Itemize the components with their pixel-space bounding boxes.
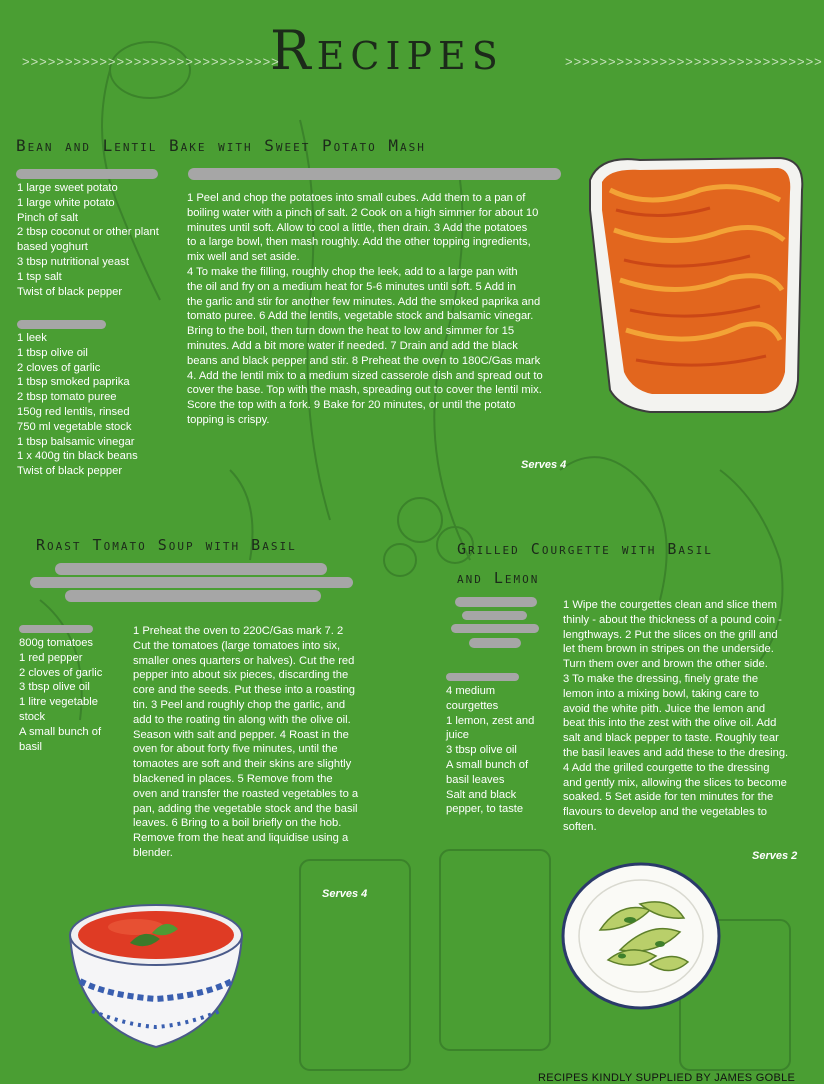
method-line: smaller ones quarters or halves). Cut the red xyxy=(133,654,355,667)
soup-method xyxy=(133,624,373,861)
ingredient-item: 1 leek xyxy=(17,332,47,344)
ingredient-item: 1 large sweet potato xyxy=(17,182,118,194)
ingredient-item: Twist of black pepper xyxy=(17,465,123,478)
ingredient-item: 1 tbsp smoked paprika xyxy=(17,376,130,389)
ingredient-item: 1 tbsp balsamic vinegar xyxy=(17,435,135,448)
soup-ingredients xyxy=(19,636,129,754)
ingredient-item: 2 tbsp coconut or other plant xyxy=(17,226,159,239)
method-line: beat this into the zest with the olive oil. Add xyxy=(563,717,777,730)
ingredient-item: 2 cloves of garlic xyxy=(17,361,101,374)
page-title: Recipes xyxy=(270,19,504,82)
redacted-heading-bar xyxy=(451,624,539,633)
ingredient-item: 1 litre vegetable xyxy=(19,696,98,709)
method-line: blender. xyxy=(133,846,173,859)
ingredient-item: 800g tomatoes xyxy=(19,637,94,649)
redacted-heading-bar xyxy=(462,611,527,620)
method-line: the basil leaves and add these to the dresing. xyxy=(563,746,789,759)
ingredient-item: 1 red pepper xyxy=(19,651,83,664)
method-line: Remove from the heat and liquidise using a xyxy=(133,832,349,845)
method-line: cover the base. Top with the mash, spreading out to cover the lentil mix. xyxy=(187,384,542,397)
method-line: blackened in places. 5 Remove from the xyxy=(133,772,333,785)
redacted-heading-bar xyxy=(30,577,353,588)
redacted-heading-bar xyxy=(188,168,561,180)
ingredient-item: 3 tbsp olive oil xyxy=(19,681,90,694)
redacted-heading-bar xyxy=(55,563,327,575)
method-line: thinly - about the thickness of a pound coin - xyxy=(563,613,782,626)
ingredient-item: 4 medium xyxy=(446,685,496,697)
ingredient-item: juice xyxy=(446,729,470,742)
courgette-method xyxy=(563,598,803,835)
method-line: pan, adding the vegetable stock and the basil xyxy=(133,802,358,815)
method-line: flavours to develop and the vegetables to xyxy=(563,806,768,819)
ingredient-item: A small bunch of xyxy=(446,758,529,771)
ingredient-item: 1 x 400g tin black beans xyxy=(17,450,138,463)
courgette-serves: Serves 2 xyxy=(752,850,798,862)
method-line: 1 Wipe the courgettes clean and slice them xyxy=(563,599,777,611)
bake-recipe-title: Bean and Lentil Bake with Sweet Potato Mash xyxy=(16,136,426,155)
credit-line: RECIPES KINDLY SUPPLIED BY JAMES GOBLE xyxy=(538,1072,796,1084)
ingredient-item: Pinch of salt xyxy=(17,211,78,224)
method-line: to a large bowl, then mash roughly. Add the other topping ingredients, xyxy=(187,236,531,249)
redacted-heading-bar xyxy=(455,597,537,607)
method-line: 3 To make the dressing, finely grate the xyxy=(563,672,759,685)
method-line: 1 Peel and chop the potatoes into small cubes. Add them to a pan of xyxy=(187,192,526,204)
method-line: Bring to the boil, then turn down the heat to low and simmer for 15 xyxy=(187,325,515,338)
bake-ingredients-filling xyxy=(17,331,182,479)
method-line: salt and black pepper to taste. Roughly tear xyxy=(563,732,779,745)
soup-serves: Serves 4 xyxy=(322,888,368,900)
method-line: 4. Add the lentil mix to a medium sized casserole dish and spread out to xyxy=(187,369,543,382)
method-line: soften. xyxy=(563,820,597,833)
ingredient-item: pepper, to taste xyxy=(446,803,524,816)
ingredient-item: A small bunch of xyxy=(19,725,102,738)
ingredient-item: 2 tbsp tomato puree xyxy=(17,391,117,404)
method-line: beans and black pepper and stir. 8 Preheat the oven to 180C/Gas mark xyxy=(187,354,541,367)
ingredient-item: stock xyxy=(19,710,46,723)
method-line: Score the top with a fork. 9 Bake for 20 minutes, or until the potato xyxy=(187,399,516,412)
method-line: 4 Add the grilled courgette to the dressing xyxy=(563,761,770,774)
method-line: minutes until soft. Allow to cool a little, then drain. 3 Add the potatoes xyxy=(187,221,528,234)
ingredient-item: 150g red lentils, rinsed xyxy=(17,405,130,418)
ingredient-item: Salt and black xyxy=(446,788,517,801)
method-line: core and the seeds. Put these into a roasting xyxy=(133,684,356,697)
method-line: the garlic and stir for another few minutes. Add the smoked paprika and xyxy=(187,295,541,308)
method-line: leaves. 6 Bring to a boil briefly on the hob. xyxy=(133,817,342,830)
ingredient-item: 1 tbsp olive oil xyxy=(17,346,88,359)
method-line: add to the roating tin along with the olive oil. xyxy=(133,713,351,726)
method-line: tin. 3 Peel and roughly chop the garlic, and xyxy=(133,698,346,711)
ingredient-item: basil leaves xyxy=(446,773,505,786)
ingredient-item: based yoghurt xyxy=(17,241,88,254)
ingredient-item: Twist of black pepper xyxy=(17,285,123,298)
bake-ingredients-topping xyxy=(17,181,182,299)
method-line: lengthways. 2 Put the slices on the grill and xyxy=(563,628,778,641)
courgette-plate-illustration xyxy=(560,860,722,1012)
ingredient-item: courgettes xyxy=(446,699,499,712)
method-line: tomato puree. 6 Add the lentils, vegetable stock and balsamic vinegar. xyxy=(187,310,534,323)
soup-recipe-title: Roast Tomato Soup with Basil xyxy=(36,536,297,554)
ingredient-item: 2 cloves of garlic xyxy=(19,666,103,679)
redacted-heading-bar xyxy=(65,590,321,602)
method-line: minutes. Add a bit more water if needed. 7 Drain and add the black xyxy=(187,339,518,352)
method-line: oven for about forty five minutes, until the xyxy=(133,743,338,756)
method-line: let them brown in stripes on the underside. xyxy=(563,643,774,656)
method-line: and gently mix, allowing the slices to become xyxy=(563,776,787,789)
method-line: soaked. 5 Set aside for ten minutes for the xyxy=(563,791,774,804)
redacted-heading-bar xyxy=(469,638,521,648)
method-line: topping is crispy. xyxy=(187,413,270,426)
method-line: Turn them over and brown the other side. xyxy=(563,658,768,671)
soup-bowl-illustration xyxy=(66,895,246,1057)
casserole-illustration xyxy=(580,150,812,420)
method-line: mix well and set aside. xyxy=(187,251,300,264)
method-line: pepper into about six pieces, discarding the xyxy=(133,669,349,682)
courgette-recipe-title-line1: Grilled Courgette with Basil xyxy=(457,540,713,558)
method-line: the oil and fry on a medium heat for 5-6 minutes until soft. 5 Add in xyxy=(187,280,516,293)
method-line: lemon into a mixing bowl, taking care to xyxy=(563,687,759,700)
decorative-border-right: >>>>>>>>>>>>>>>>>>>>>>>>>>>>>> xyxy=(565,54,823,69)
method-line: tomaotes are soft and their skins are slightly xyxy=(133,758,352,771)
redacted-subheading-bar xyxy=(19,625,93,633)
decorative-border-left: >>>>>>>>>>>>>>>>>>>>>>>>>>>>>> xyxy=(22,54,280,69)
method-line: boiling water with a pinch of salt. 2 Cook on a high simmer for about 10 xyxy=(187,206,539,219)
redacted-heading-bar xyxy=(16,169,158,179)
ingredient-item: 1 tsp salt xyxy=(17,270,62,283)
bake-method xyxy=(187,191,567,428)
ingredient-item: 3 tbsp olive oil xyxy=(446,744,517,757)
bake-serves: Serves 4 xyxy=(521,459,567,471)
ingredient-item: basil xyxy=(19,740,43,753)
ingredient-item: 750 ml vegetable stock xyxy=(17,420,132,433)
method-line: 1 Preheat the oven to 220C/Gas mark 7. 2 xyxy=(133,625,344,637)
ingredient-item: 3 tbsp nutritional yeast xyxy=(17,255,129,268)
method-line: Cut the tomatoes (large tomatoes into six, xyxy=(133,639,341,652)
redacted-subheading-bar xyxy=(446,673,519,681)
method-line: avoid the white pith. Juice the lemon and xyxy=(563,702,766,715)
method-line: Season with salt and pepper. 4 Roast in the xyxy=(133,728,349,741)
ingredient-item: 1 large white potato xyxy=(17,196,115,209)
ingredient-item: 1 lemon, zest and xyxy=(446,714,535,727)
courgette-ingredients xyxy=(446,684,561,817)
courgette-recipe-title-line2: and Lemon xyxy=(457,569,540,587)
method-line: 4 To make the filling, roughly chop the leek, add to a large pan with xyxy=(187,265,518,278)
redacted-subheading-bar xyxy=(17,320,106,329)
method-line: oven and transfer the roasted vegetables to a xyxy=(133,787,359,800)
